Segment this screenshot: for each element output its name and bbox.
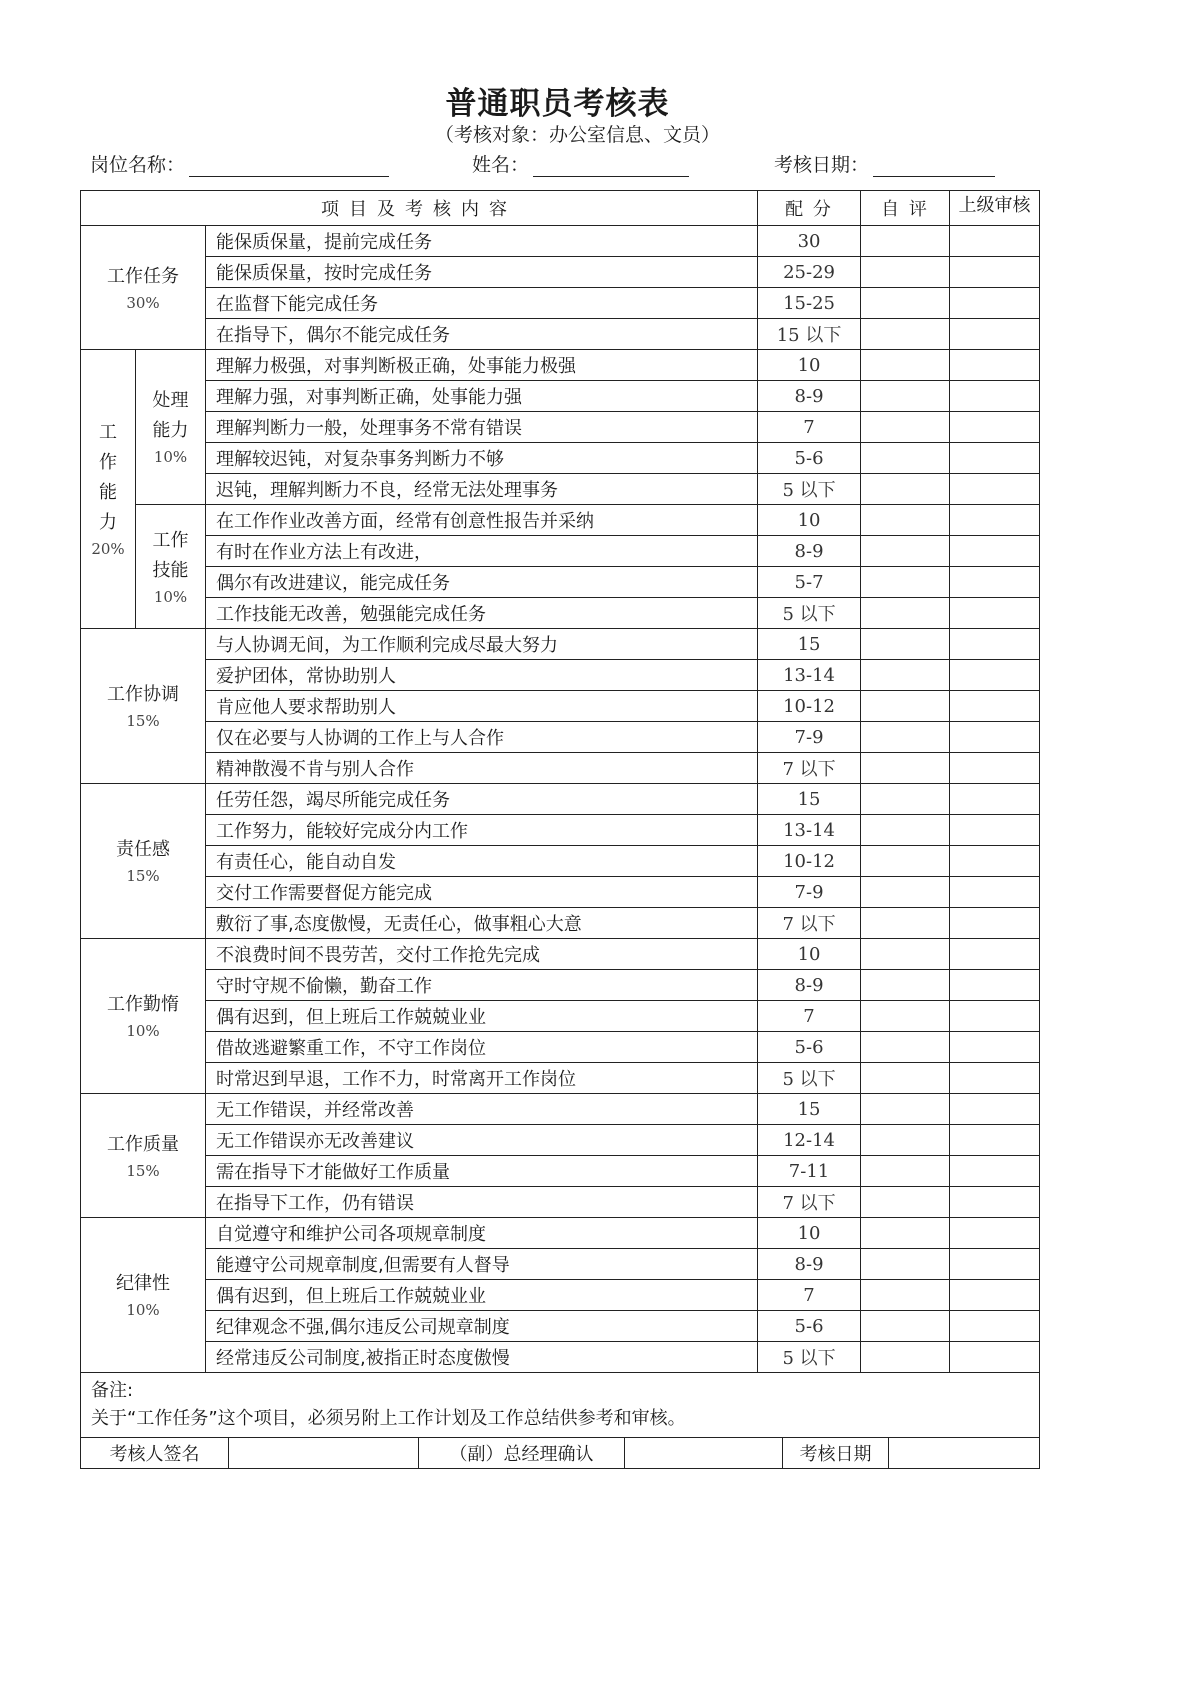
score-range: 8-9 <box>758 970 861 1001</box>
criteria-text: 理解较迟钝，对复杂事务判断力不够 <box>206 443 758 474</box>
category-weight: 10% <box>153 448 188 466</box>
category-cell <box>81 1218 206 1373</box>
criteria-text: 能保质保量，按时完成任务 <box>206 257 758 288</box>
table-row <box>81 567 1040 598</box>
score-range: 10 <box>758 1218 861 1249</box>
self-eval-cell[interactable] <box>861 598 950 629</box>
supervisor-eval-cell[interactable] <box>950 1311 1040 1342</box>
signature-row <box>81 1438 1040 1469</box>
supervisor-eval-cell[interactable] <box>950 474 1040 505</box>
supervisor-eval-cell[interactable] <box>950 288 1040 319</box>
self-eval-cell[interactable] <box>861 722 950 753</box>
score-range: 13-14 <box>758 660 861 691</box>
table-header <box>81 191 1040 226</box>
score-range: 10 <box>758 505 861 536</box>
table-row <box>81 1063 1040 1094</box>
criteria-text: 仅在必要与人协调的工作上与人合作 <box>206 722 758 753</box>
self-eval-cell[interactable] <box>861 846 950 877</box>
criteria-text: 在指导下，偶尔不能完成任务 <box>206 319 758 350</box>
position-input[interactable] <box>189 154 389 177</box>
evaluation-table <box>80 190 1040 1469</box>
score-range: 7-11 <box>758 1156 861 1187</box>
supervisor-eval-cell[interactable] <box>950 598 1040 629</box>
criteria-text: 时常迟到早退，工作不力，时常离开工作岗位 <box>206 1063 758 1094</box>
remarks-row <box>81 1373 1040 1438</box>
score-range: 15 以下 <box>758 319 861 350</box>
self-eval-cell[interactable] <box>861 1063 950 1094</box>
score-range: 5 以下 <box>758 474 861 505</box>
self-eval-cell[interactable] <box>861 660 950 691</box>
criteria-text: 交付工作需要督促方能完成 <box>206 877 758 908</box>
criteria-text: 迟钝，理解判断力不良，经常无法处理事务 <box>206 474 758 505</box>
supervisor-eval-cell[interactable] <box>950 567 1040 598</box>
date-field <box>774 150 995 177</box>
supervisor-eval-cell[interactable] <box>950 877 1040 908</box>
header-content: 项目及考核内容 <box>81 191 758 226</box>
criteria-text: 理解力强，对事判断正确，处事能力强 <box>206 381 758 412</box>
signature-table <box>81 1438 1039 1468</box>
self-eval-cell[interactable] <box>861 1249 950 1280</box>
category-name: 工作任务 <box>107 265 179 287</box>
table-row <box>81 877 1040 908</box>
supervisor-eval-cell[interactable] <box>950 505 1040 536</box>
manager-label: （副）总经理确认 <box>419 1438 625 1468</box>
table-row <box>81 1156 1040 1187</box>
score-range: 10 <box>758 350 861 381</box>
category-cell <box>136 350 206 505</box>
supervisor-eval-cell[interactable] <box>950 939 1040 970</box>
table-row <box>81 288 1040 319</box>
score-range: 7 以下 <box>758 908 861 939</box>
self-eval-cell[interactable] <box>861 567 950 598</box>
table-row <box>81 257 1040 288</box>
self-eval-cell[interactable] <box>861 381 950 412</box>
supervisor-eval-cell[interactable] <box>950 1156 1040 1187</box>
score-range: 5-6 <box>758 1032 861 1063</box>
page-title: 普通职员考核表 <box>445 86 670 122</box>
self-eval-cell[interactable] <box>861 536 950 567</box>
score-range: 7 以下 <box>758 753 861 784</box>
category-weight: 15% <box>126 712 160 730</box>
supervisor-eval-cell[interactable] <box>950 226 1040 257</box>
score-range: 7-9 <box>758 722 861 753</box>
table-row <box>81 660 1040 691</box>
score-range: 5-6 <box>758 443 861 474</box>
page-subtitle: （考核对象：办公室信息、文员） <box>434 124 720 146</box>
score-range: 5 以下 <box>758 1342 861 1373</box>
table-row <box>81 1187 1040 1218</box>
score-range: 25-29 <box>758 257 861 288</box>
criteria-text: 爱护团体，常协助别人 <box>206 660 758 691</box>
self-eval-cell[interactable] <box>861 226 950 257</box>
supervisor-eval-cell[interactable] <box>950 1001 1040 1032</box>
category-weight: 15% <box>126 1161 160 1180</box>
supervisor-eval-cell[interactable] <box>950 1125 1040 1156</box>
self-eval-cell[interactable] <box>861 1311 950 1342</box>
supervisor-eval-cell[interactable] <box>950 908 1040 939</box>
score-range: 12-14 <box>758 1125 861 1156</box>
position-field <box>90 150 389 177</box>
self-eval-cell[interactable] <box>861 753 950 784</box>
criteria-text: 偶有迟到，但上班后工作兢兢业业 <box>206 1001 758 1032</box>
table-row <box>81 629 1040 660</box>
supervisor-eval-cell[interactable] <box>950 629 1040 660</box>
table-row <box>81 381 1040 412</box>
self-eval-cell[interactable] <box>861 1156 950 1187</box>
criteria-text: 有责任心，能自动自发 <box>206 846 758 877</box>
criteria-text: 工作努力，能较好完成分内工作 <box>206 815 758 846</box>
supervisor-eval-cell[interactable] <box>950 1187 1040 1218</box>
supervisor-eval-cell[interactable] <box>950 1249 1040 1280</box>
reviewer-signature-field[interactable] <box>229 1438 419 1468</box>
criteria-text: 在工作作业改善方面，经常有创意性报告并采纳 <box>206 505 758 536</box>
table-row <box>81 722 1040 753</box>
self-eval-cell[interactable] <box>861 288 950 319</box>
supervisor-eval-cell[interactable] <box>950 691 1040 722</box>
supervisor-eval-cell[interactable] <box>950 443 1040 474</box>
score-range: 5 以下 <box>758 598 861 629</box>
table-row <box>81 846 1040 877</box>
score-range: 10-12 <box>758 846 861 877</box>
score-range: 30 <box>758 226 861 257</box>
criteria-text: 偶尔有改进建议，能完成任务 <box>206 567 758 598</box>
table-row <box>81 1249 1040 1280</box>
criteria-text: 在指导下工作，仍有错误 <box>206 1187 758 1218</box>
table-row <box>81 226 1040 257</box>
category-name: 工作质量 <box>107 1133 179 1155</box>
table-row <box>81 505 1040 536</box>
category-name: 责任感 <box>116 839 170 860</box>
table-row <box>81 1280 1040 1311</box>
category-name: 纪律性 <box>116 1273 170 1294</box>
supervisor-eval-cell[interactable] <box>950 815 1040 846</box>
score-range: 15 <box>758 784 861 815</box>
table-row <box>81 939 1040 970</box>
category-name: 工作勤惰 <box>107 994 179 1015</box>
score-range: 15 <box>758 1094 861 1125</box>
table-row <box>81 536 1040 567</box>
criteria-text: 精神散漫不肯与别人合作 <box>206 753 758 784</box>
category-cell <box>81 629 206 784</box>
date-input[interactable] <box>873 154 995 177</box>
criteria-text: 纪律观念不强,偶尔违反公司规章制度 <box>206 1311 758 1342</box>
category-cell <box>81 784 206 939</box>
score-range: 15 <box>758 629 861 660</box>
score-range: 15-25 <box>758 288 861 319</box>
score-range: 7 以下 <box>758 1187 861 1218</box>
table-row <box>81 412 1040 443</box>
self-eval-cell[interactable] <box>861 474 950 505</box>
criteria-text: 自觉遵守和维护公司各项规章制度 <box>206 1218 758 1249</box>
self-eval-cell[interactable] <box>861 1032 950 1063</box>
supervisor-eval-cell[interactable] <box>950 536 1040 567</box>
self-eval-cell[interactable] <box>861 939 950 970</box>
table-row <box>81 474 1040 505</box>
criteria-text: 需在指导下才能做好工作质量 <box>206 1156 758 1187</box>
self-eval-cell[interactable] <box>861 350 950 381</box>
criteria-text: 能保质保量，提前完成任务 <box>206 226 758 257</box>
table-row <box>81 1311 1040 1342</box>
category-cell <box>81 939 206 1094</box>
score-range: 5-6 <box>758 1311 861 1342</box>
supervisor-eval-cell[interactable] <box>950 319 1040 350</box>
criteria-text: 能遵守公司规章制度,但需要有人督导 <box>206 1249 758 1280</box>
score-range: 8-9 <box>758 381 861 412</box>
remarks-label: 备注: <box>91 1380 134 1401</box>
supervisor-eval-cell[interactable] <box>950 1032 1040 1063</box>
table-row <box>81 1342 1040 1373</box>
category-weight: 10% <box>126 1301 160 1319</box>
remarks-text: 关于“工作任务”这个项目，必须另附上工作计划及工作总结供参考和审核。 <box>91 1408 686 1429</box>
self-eval-cell[interactable] <box>861 1125 950 1156</box>
category-cell <box>81 350 136 629</box>
supervisor-eval-cell[interactable] <box>950 1218 1040 1249</box>
supervisor-eval-cell[interactable] <box>950 970 1040 1001</box>
self-eval-cell[interactable] <box>861 877 950 908</box>
table-row <box>81 908 1040 939</box>
table-row <box>81 443 1040 474</box>
table-row <box>81 1094 1040 1125</box>
score-range: 5 以下 <box>758 1063 861 1094</box>
category-weight: 30% <box>126 293 160 312</box>
table-row <box>81 350 1040 381</box>
score-range: 7 <box>758 412 861 443</box>
self-eval-cell[interactable] <box>861 1187 950 1218</box>
table-row <box>81 970 1040 1001</box>
score-range: 7 <box>758 1001 861 1032</box>
self-eval-cell[interactable] <box>861 505 950 536</box>
criteria-text: 守时守规不偷懒，勤奋工作 <box>206 970 758 1001</box>
supervisor-eval-cell[interactable] <box>950 350 1040 381</box>
name-input[interactable] <box>533 154 689 177</box>
table-row <box>81 319 1040 350</box>
self-eval-cell[interactable] <box>861 257 950 288</box>
criteria-text: 理解力极强，对事判断极正确，处事能力极强 <box>206 350 758 381</box>
self-eval-cell[interactable] <box>861 1280 950 1311</box>
supervisor-eval-cell[interactable] <box>950 257 1040 288</box>
score-range: 7-9 <box>758 877 861 908</box>
category-name: 工作技能 <box>152 529 189 581</box>
self-eval-cell[interactable] <box>861 412 950 443</box>
score-range: 8-9 <box>758 536 861 567</box>
criteria-text: 工作技能无改善，勉强能完成任务 <box>206 598 758 629</box>
manager-signature-field[interactable] <box>625 1438 783 1468</box>
self-eval-cell[interactable] <box>861 1094 950 1125</box>
category-cell <box>81 1094 206 1218</box>
criteria-text: 无工作错误，并经常改善 <box>206 1094 758 1125</box>
self-eval-cell[interactable] <box>861 1218 950 1249</box>
supervisor-eval-cell[interactable] <box>950 1280 1040 1311</box>
criteria-text: 肯应他人要求帮助别人 <box>206 691 758 722</box>
self-eval-cell[interactable] <box>861 784 950 815</box>
supervisor-eval-cell[interactable] <box>950 381 1040 412</box>
date-label: 考核日期： <box>774 154 870 176</box>
category-weight: 10% <box>153 587 188 606</box>
criteria-text: 有时在作业方法上有改进， <box>206 536 758 567</box>
table-row <box>81 784 1040 815</box>
supervisor-eval-cell[interactable] <box>950 412 1040 443</box>
supervisor-eval-cell[interactable] <box>950 660 1040 691</box>
review-date-field[interactable] <box>889 1438 1040 1468</box>
table-row <box>81 753 1040 784</box>
self-eval-cell[interactable] <box>861 629 950 660</box>
criteria-text: 与人协调无间，为工作顺利完成尽最大努力 <box>206 629 758 660</box>
table-row <box>81 1001 1040 1032</box>
self-eval-cell[interactable] <box>861 443 950 474</box>
name-field <box>472 150 689 177</box>
category-cell <box>81 226 206 350</box>
remarks-cell <box>81 1373 1040 1438</box>
supervisor-eval-cell[interactable] <box>950 784 1040 815</box>
category-name: 处理能力 <box>152 390 189 441</box>
criteria-text: 任劳任怨，竭尽所能完成任务 <box>206 784 758 815</box>
self-eval-cell[interactable] <box>861 319 950 350</box>
score-range: 13-14 <box>758 815 861 846</box>
score-range: 10-12 <box>758 691 861 722</box>
supervisor-eval-cell[interactable] <box>950 1094 1040 1125</box>
table-row <box>81 815 1040 846</box>
category-weight: 15% <box>126 867 160 885</box>
category-name: 工作能力 <box>99 422 117 533</box>
supervisor-eval-cell[interactable] <box>950 722 1040 753</box>
name-label: 姓名： <box>472 154 530 176</box>
table-row <box>81 1218 1040 1249</box>
table-row <box>81 691 1040 722</box>
table-row <box>81 1125 1040 1156</box>
criteria-text: 在监督下能完成任务 <box>206 288 758 319</box>
criteria-text: 经常违反公司制度,被指正时态度傲慢 <box>206 1342 758 1373</box>
score-range: 7 <box>758 1280 861 1311</box>
supervisor-eval-cell[interactable] <box>950 1063 1040 1094</box>
self-eval-cell[interactable] <box>861 691 950 722</box>
category-weight: 20% <box>91 540 125 558</box>
self-eval-cell[interactable] <box>861 1001 950 1032</box>
self-eval-cell[interactable] <box>861 815 950 846</box>
category-cell <box>136 505 206 629</box>
position-label: 岗位名称： <box>90 154 186 176</box>
header-supervisor: 上级审核 <box>950 191 1040 226</box>
category-name: 工作协调 <box>107 684 179 705</box>
score-range: 5-7 <box>758 567 861 598</box>
criteria-text: 不浪费时间不畏劳苦，交付工作抢先完成 <box>206 939 758 970</box>
self-eval-cell[interactable] <box>861 1342 950 1373</box>
criteria-text: 理解判断力一般，处理事务不常有错误 <box>206 412 758 443</box>
header-score: 配 分 <box>758 191 861 226</box>
criteria-text: 敷衍了事,态度傲慢，无责任心，做事粗心大意 <box>206 908 758 939</box>
table-row <box>81 598 1040 629</box>
criteria-text: 无工作错误亦无改善建议 <box>206 1125 758 1156</box>
supervisor-eval-cell[interactable] <box>950 1342 1040 1373</box>
score-range: 8-9 <box>758 1249 861 1280</box>
category-weight: 10% <box>126 1022 160 1040</box>
signature-container <box>81 1438 1040 1469</box>
self-eval-cell[interactable] <box>861 970 950 1001</box>
supervisor-eval-cell[interactable] <box>950 846 1040 877</box>
reviewer-label: 考核人签名 <box>81 1438 229 1468</box>
criteria-text: 借故逃避繁重工作，不守工作岗位 <box>206 1032 758 1063</box>
table-row <box>81 1032 1040 1063</box>
score-range: 10 <box>758 939 861 970</box>
header-self-eval: 自 评 <box>861 191 950 226</box>
self-eval-cell[interactable] <box>861 908 950 939</box>
supervisor-eval-cell[interactable] <box>950 753 1040 784</box>
criteria-text: 偶有迟到，但上班后工作兢兢业业 <box>206 1280 758 1311</box>
review-date-label: 考核日期 <box>783 1438 889 1468</box>
